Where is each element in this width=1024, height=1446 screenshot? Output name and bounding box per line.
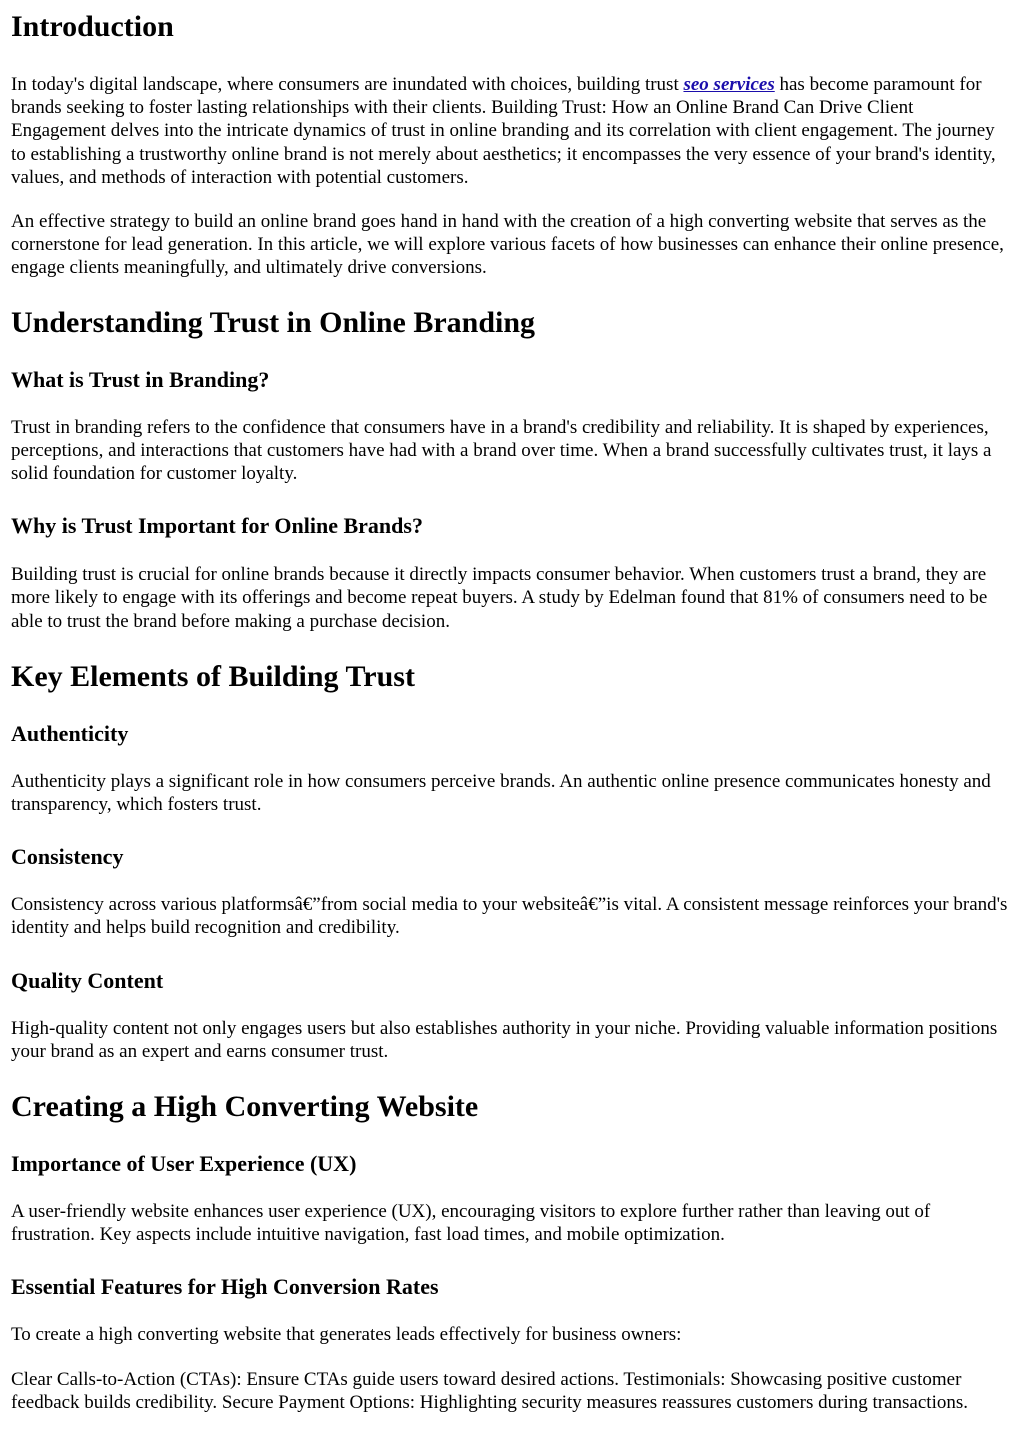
subheading-what-is-trust: What is Trust in Branding? (11, 366, 270, 392)
intro-text-after-link: has become paramount for brands seeking to foster lasting relationships with their clients. Building Trust: How an Online Brand Can Drive Client Engagement delves into the intricate dynamics of trust in online branding and its correlation with client engagement. The journey to establishing a trustworthy online brand is not merely about aesthetics; it encompasses the very essence of your brand's identity, values, and methods of interaction with potential customers. (11, 74, 996, 188)
intro-text-before-link: In today's digital landscape, where consumers are inundated with choices, building trust (11, 74, 684, 95)
subheading-why-trust-important: Why is Trust Important for Online Brands? (11, 513, 423, 539)
subheading-user-experience: Importance of User Experience (UX) (11, 1151, 357, 1177)
subheading-authenticity: Authenticity (11, 720, 129, 746)
paragraph-what-is-trust: Trust in branding refers to the confidence that consumers have in a brand's credibility and reliability. It is shaped by experiences, perceptions, and interactions that customers have had with a brand over time. When a brand successfully cultivates trust, it lays a solid foundation for customer loyalty. (11, 416, 992, 485)
paragraph-authenticity: Authenticity plays a significant role in how consumers perceive brands. An authentic online presence communicates honesty and transparency, which fosters trust. (11, 770, 991, 816)
paragraph-consistency: Consistency across various platformsâ€”from social media to your websiteâ€”is vital. A consistent message reinforces your brand's identity and helps build recognition and credibility. (11, 894, 1008, 939)
paragraph-essential-features-intro: To create a high converting website that generates leads effectively for business owners: (11, 1324, 682, 1346)
seo-services-link[interactable]: seo services (683, 74, 775, 95)
paragraph-user-experience: A user-friendly website enhances user experience (UX), encouraging visitors to explore further rather than leaving out of frustration. Key aspects include intuitive navigation, fast load times, and mobile optimization. (11, 1201, 931, 1246)
subheading-consistency: Consistency (11, 844, 124, 870)
section-heading-key-elements: Key Elements of Building Trust (11, 659, 415, 693)
subheading-essential-features: Essential Features for High Conversion Rates (11, 1274, 439, 1300)
section-heading-introduction: Introduction (11, 10, 174, 43)
intro-paragraph-2: An effective strategy to build an online brand goes hand in hand with the creation of a high converting website that serves as the cornerstone for lead generation. In this article, we will explore various facets of how businesses can enhance their online presence, engage clients meaningfully, and ultimately drive conversions. (11, 211, 1004, 279)
paragraph-essential-features-list: Clear Calls-to-Action (CTAs): Ensure CTAs guide users toward desired actions. Testimonials: Showcasing positive customer feedback builds credibility. Secure Payment Options: Highlighting security measures reassures customers during transactions. (11, 1368, 968, 1413)
paragraph-quality-content: High-quality content not only engages users but also establishes authority in your niche. Providing valuable information positions your brand as an expert and earns consumer trust. (11, 1017, 998, 1062)
section-heading-understanding-trust: Understanding Trust in Online Branding (11, 305, 536, 339)
paragraph-why-trust-important: Building trust is crucial for online brands because it directly impacts consumer behavior. When customers trust a brand, they are more likely to engage with its offerings and become repeat buyers. A study by Edelman found that 81% of consumers need to be able to trust the brand before making a purchase decision. (11, 564, 988, 632)
intro-paragraph-1 (11, 73, 1013, 189)
subheading-quality-content: Quality Content (11, 967, 164, 993)
section-heading-creating-website: Creating a High Converting Website (11, 1090, 479, 1124)
